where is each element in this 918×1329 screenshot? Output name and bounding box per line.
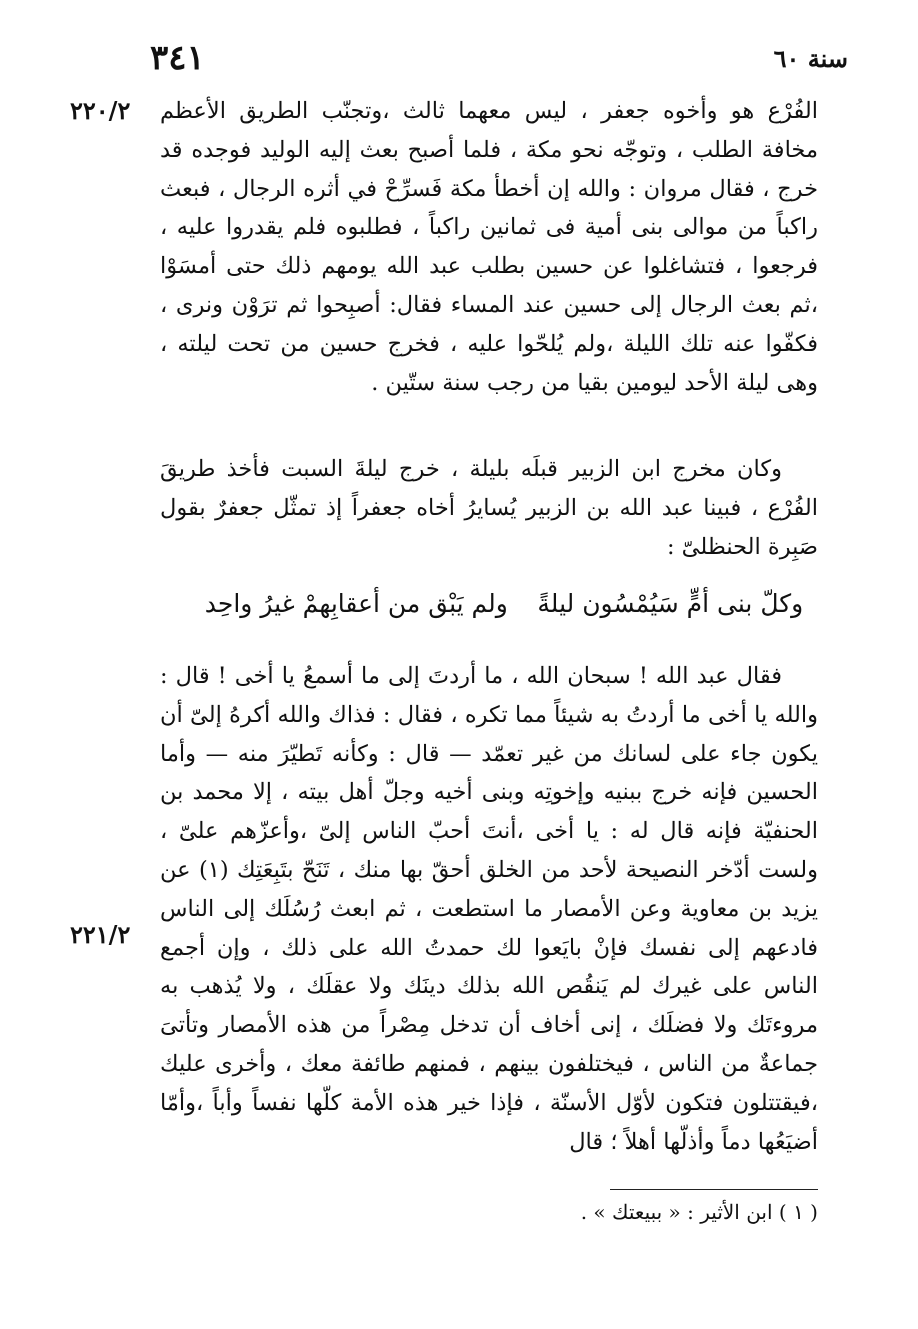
footnote: ( ١ ) ابن الأثير : « ببيعتك » . — [580, 1200, 818, 1224]
paragraph-2: وكان مخرج ابن الزبير قبلَه بليلة ، خرج ليلةَ السبت فأخذ طريقَ الفُرْع ، فبينا عبد الله بن الزبير يُسايرُ أخاه جعفراً إذ تمثّل جعفرٌ بقول صَبِرة الحنظلىّ : — [160, 456, 818, 560]
page-header — [150, 38, 848, 78]
paragraph-1: الفُرْع هو وأخوه جعفر ، ليس معهما ثالث ،وتجنّب الطريق الأعظم مخافة الطلب ، وتوجّه نحو مكة ، فلما أصبح بعث إليه الوليد فوجده قد خرج ، فقال مروان : والله إن أخطأ مكة فَسرِّحْ في أثره الرجال ، فبعث راكباً من موالى بنى أمية فى ثمانين راكباً ، فطلبوه فلم يقدروا عليه ، فرجعوا ، فتشاغلوا عن حسين بطلب عبد الله يومهم ذلك حتى أمسَوْا ،ثم بعث الرجال إلى حسين عند المساء فقال: أصبِحوا ثم ترَوْن ونرى ، فكفّوا عنه تلك الليلة ،ولم يُلحّوا عليه ، فخرج حسين من تحت ليلته ، وهى ليلة الأحد ليومين بقيا من رجب سنة ستّين . — [160, 98, 818, 396]
paragraph-3: فقال عبد الله ! سبحان الله ، ما أردتَ إلى ما أسمعُ يا أخى ! قال : والله يا أخى ما أردتُ به شيئاً مما تكره ، فقال : فذاك والله أكرهُ إلىّ أن يكون جاء على لسانك من غير تعمّد — قال : وكأنه تَطيّرَ منه — وأما الحسين فإنه خرج ببنيه وإخوتِه وبنى أخيه وجلّ أهل بيته ، إلا محمد بن الحنفيّة فإنه قال له : يا أخى ،أنتَ أحبّ الناس إلىّ ،وأعزّهم علىّ ، ولست أدّخر النصيحة لأحد من الخلق أحقّ بها منك ، تَنَحّ بتَبِعَتِك (١) عن يزيد بن معاوية وعن الأمصار ما استطعت ، ثم ابعث رُسُلَك إلى الناس فادعهم إلى نفسك فإنْ بايَعوا لك حمدتُ الله على ذلك ، وإن أجمع الناس على غيرك لم يَنقُص الله بذلك دينَك ولا عقلَك ، ولا يُذهب به مروءتَك ولا فضلَك ، إنى أخاف أن تدخل مِصْراً من هذه الأمصار وتأتىَ جماعةٌ من الناس ، فيختلفون بينهم ، فمنهم طائفة معك ، وأخرى عليك ،فيقتتلون فتكون لأوّل الأسنّة ، فإذا خير هذه الأمة كلّها نفساً وأباً ،وأمّا أضيَعُها دماً وأذلّها أهلاً ؛ قال — [160, 663, 819, 1155]
margin-reference: ٢٢١/٢ — [70, 920, 131, 949]
footnote-divider — [610, 1189, 818, 1190]
poetry-verse — [190, 582, 818, 626]
margin-reference: ٢٢٠/٢ — [70, 96, 131, 125]
running-head: سنة ٦٠ — [773, 43, 848, 73]
verse-first-hemistich: وكلّ بنى أمٍّ سَيُمْسُون ليلةً — [537, 589, 804, 618]
verse-second-hemistich: ولم يَبْق من أعقابِهمْ غيرُ واحِد — [204, 589, 508, 618]
page-number: ٣٤١ — [150, 38, 205, 78]
